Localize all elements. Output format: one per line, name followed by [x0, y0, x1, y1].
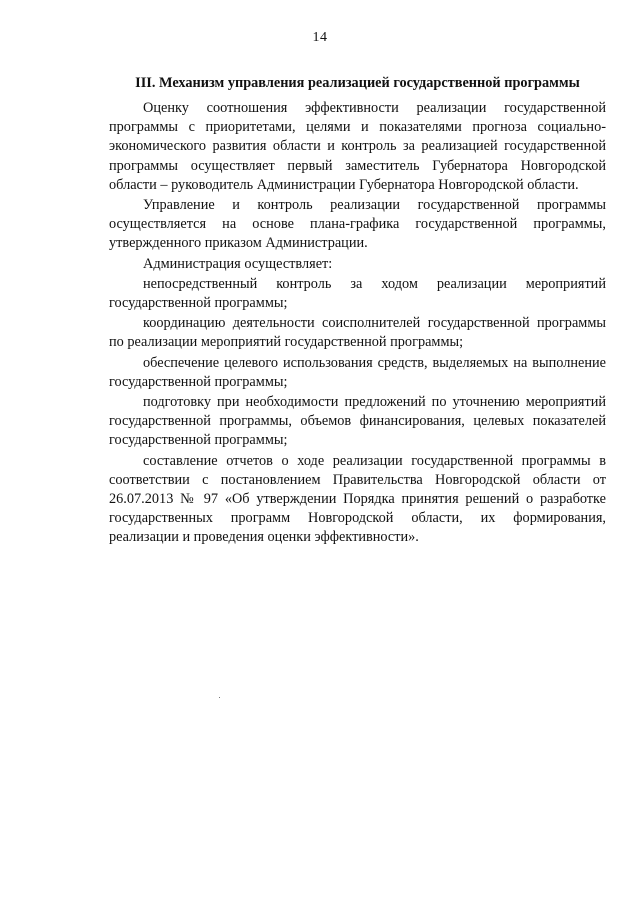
list-item: составление отчетов о ходе реализации государственной программы в соответствии с постановлением Правительства Новгородской области от 26.07.2013 № 97 «Об утверждении Порядка принятия решений о разработке государственных программ Новгородской области, их формирования, реализации и проведения оценки эффективности».	[109, 452, 606, 546]
list-item: подготовку при необходимости предложений по уточнению мероприятий государственной программы, объемов финансирования, целевых показателей государственной программы;	[109, 394, 606, 449]
paragraph: Администрация осуществляет:	[143, 255, 333, 272]
section-title: III. Механизм управления реализацией государственной программы	[135, 75, 580, 91]
paragraph: Управление и контроль реализации государственной программы осуществляется на основе плана-графика государственной программы, утвержденного приказом Администрации.	[109, 197, 606, 252]
page-number: 14	[312, 30, 328, 45]
list-item: координацию деятельности соисполнителей государственной программы по реализации мероприятий государственной программы;	[109, 315, 606, 351]
list-item: непосредственный контроль за ходом реализации мероприятий государственной программы;	[109, 275, 606, 312]
scan-speck	[219, 697, 220, 698]
paragraph: Оценку соотношения эффективности реализации государственной программы с приоритетами, целями и показателями прогноза социально-экономического развития области и контроль за реализацией государственной программы осуществляет первый заместитель Губернатора Новгородской области – руководитель Администрации Губернатора Новгородской области.	[109, 100, 606, 193]
page-content	[109, 72, 606, 549]
list-item: обеспечение целевого использования средств, выделяемых на выполнение государственной программы;	[109, 354, 606, 390]
